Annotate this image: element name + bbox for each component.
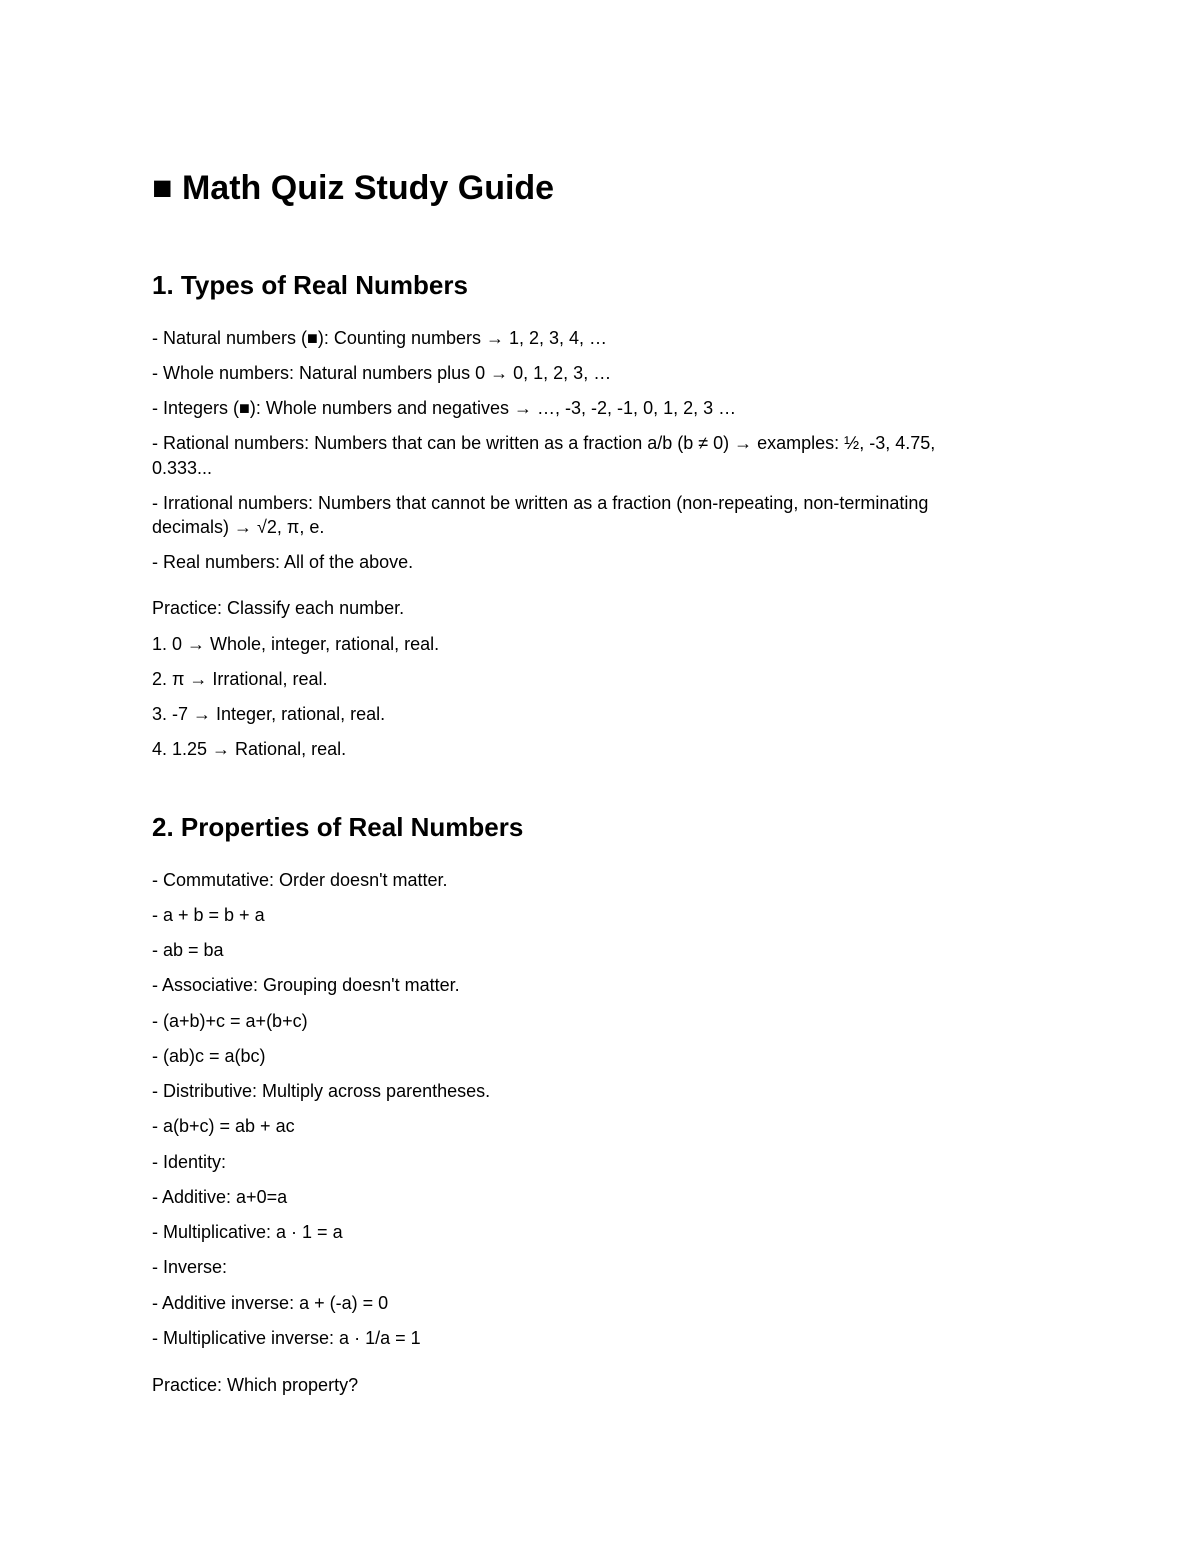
list-item: - (a+b)+c = a+(b+c) xyxy=(152,1011,308,1031)
list-item: - Integers (■): Whole numbers and negatives → …, -3, -2, -1, 0, 1, 2, 3 … xyxy=(152,398,737,418)
list-item: - Irrational numbers: Numbers that cannot be written as a fraction (non-repeating, non-terminating xyxy=(152,493,929,513)
list-item: - Rational numbers: Numbers that can be written as a fraction a/b (b ≠ 0) → examples: ½, -3, 4.75, xyxy=(152,433,936,453)
practice-answer: 4. 1.25 → Rational, real. xyxy=(152,739,347,759)
practice-answer: 2. π → Irrational, real. xyxy=(152,669,328,689)
practice-prompt: Practice: Which property? xyxy=(152,1375,359,1395)
list-item: - a(b+c) = ab + ac xyxy=(152,1116,295,1136)
list-item: - ab = ba xyxy=(152,940,224,960)
practice-prompt: Practice: Classify each number. xyxy=(152,598,405,618)
section-heading-types-of-real-numbers: 1. Types of Real Numbers xyxy=(152,270,468,300)
list-item: - Distributive: Multiply across parentheses. xyxy=(152,1081,491,1101)
list-item: - Identity: xyxy=(152,1152,227,1172)
document-title: ■ Math Quiz Study Guide xyxy=(152,169,555,207)
list-item: - Natural numbers (■): Counting numbers → 1, 2, 3, 4, … xyxy=(152,328,608,348)
list-item: - Whole numbers: Natural numbers plus 0 → 0, 1, 2, 3, … xyxy=(152,363,612,383)
list-item: - Additive inverse: a + (-a) = 0 xyxy=(152,1293,389,1313)
list-item-continuation: decimals) → √2, π, e. xyxy=(152,517,325,537)
list-item: - Additive: a+0=a xyxy=(152,1187,288,1207)
section-heading-properties-of-real-numbers: 2. Properties of Real Numbers xyxy=(152,812,524,842)
list-item: - Commutative: Order doesn't matter. xyxy=(152,870,448,890)
practice-answer: 1. 0 → Whole, integer, rational, real. xyxy=(152,634,440,654)
list-item: - (ab)c = a(bc) xyxy=(152,1046,266,1066)
list-item: - Multiplicative: a · 1 = a xyxy=(152,1222,343,1242)
list-item: - Inverse: xyxy=(152,1257,228,1277)
list-item: - a + b = b + a xyxy=(152,905,265,925)
practice-answer: 3. -7 → Integer, rational, real. xyxy=(152,704,386,724)
list-item: - Real numbers: All of the above. xyxy=(152,552,414,572)
list-item: - Associative: Grouping doesn't matter. xyxy=(152,975,460,995)
list-item-continuation: 0.333... xyxy=(152,458,213,478)
list-item: - Multiplicative inverse: a · 1/a = 1 xyxy=(152,1328,421,1348)
